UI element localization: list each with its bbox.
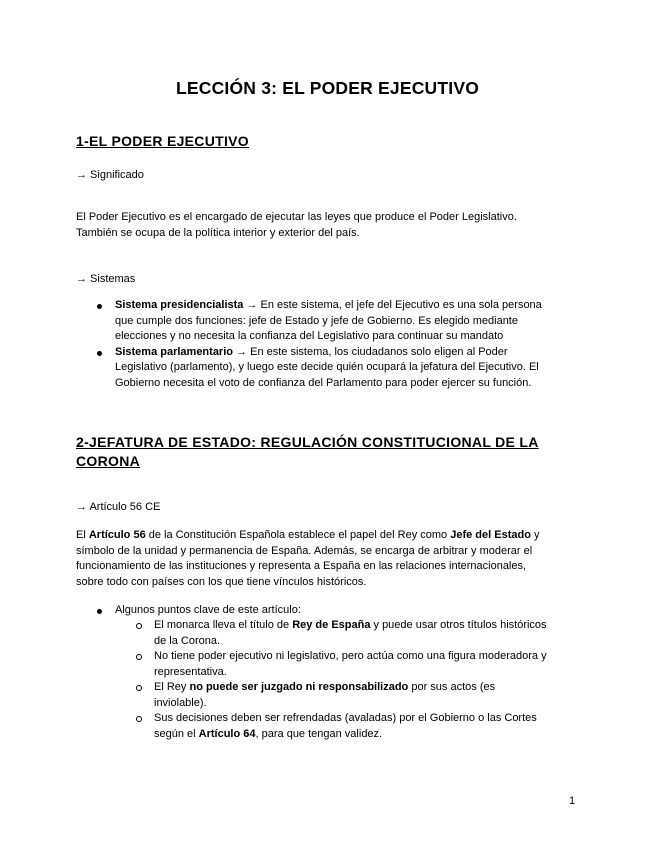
circle-bullet-icon — [136, 716, 142, 722]
list-item — [115, 298, 585, 345]
text-bold: Rey de España — [292, 619, 371, 631]
section-2-heading-line-1: 2-JEFATURA DE ESTADO: REGULACIÓN CONSTITUCIONAL DE LA — [76, 434, 539, 450]
text: representativa. — [154, 665, 227, 678]
section-1-heading: 1-EL PODER EJECUTIVO — [76, 133, 250, 149]
list-item — [115, 603, 595, 619]
page-number: 1 — [569, 795, 576, 807]
text: y — [530, 529, 540, 541]
sistemas-label: → Sistemas — [76, 273, 136, 285]
text-bold: no puede ser juzgado ni responsabilizado — [189, 681, 409, 693]
circle-bullet-icon — [136, 685, 142, 691]
list-text: Gobierno necesita el voto de confianza del Parlamento para poder ejercer su función. — [115, 376, 532, 389]
text: y puede usar otros títulos históricos — [370, 619, 547, 631]
list-item — [154, 649, 584, 680]
term: Sistema parlamentario — [115, 345, 233, 358]
significado-paragraph — [76, 210, 596, 241]
list-item — [154, 680, 584, 711]
articulo-paragraph — [76, 528, 606, 590]
bullet-icon — [97, 304, 102, 309]
articulo-label: → Artículo 56 CE — [76, 501, 161, 513]
text: Sus decisiones deben ser refrendadas (avaladas) por el Gobierno o las Cortes — [154, 712, 537, 724]
page-title: LECCIÓN 3: EL PODER EJECUTIVO — [175, 78, 480, 98]
list-text: elecciones y no necesita la confianza del Legislativo para continuar su mandato — [115, 330, 504, 342]
text-bold: Artículo 56 — [88, 529, 146, 541]
circle-bullet-icon — [136, 623, 142, 629]
text: de la Constitución Española establece el papel del Rey como — [145, 529, 451, 541]
text: El Rey — [154, 681, 190, 693]
list-item — [154, 618, 584, 649]
text: inviolable). — [154, 696, 207, 709]
bullet-icon — [97, 351, 102, 356]
sistemas-list — [115, 298, 585, 391]
text: sobre todo con países con los que tiene vínculos históricos. — [76, 575, 367, 588]
bullet-icon — [97, 609, 102, 614]
text-bold: Artículo 64 — [198, 727, 256, 740]
list-text: Algunos puntos clave de este artículo: — [115, 604, 301, 616]
term: Sistema presidencialista — [115, 299, 244, 311]
text-bold: Jefe del Estado — [450, 529, 531, 541]
significado-line-1: El Poder Ejecutivo es el encargado de ejecutar las leyes que produce el Poder Legislativo. — [76, 211, 517, 223]
text: , para que tengan validez. — [255, 727, 383, 740]
list-item — [115, 345, 585, 392]
text: El monarca lleva el título de — [154, 619, 293, 631]
section-2-heading — [76, 433, 539, 471]
section-2-heading-line-2: CORONA — [76, 453, 141, 469]
text: símbolo de la unidad y permanencia de España. Además, se encarga de arbitrar y moderar el — [76, 544, 533, 557]
puntos-sublist — [154, 618, 584, 742]
text: según el — [154, 727, 199, 740]
circle-bullet-icon — [136, 654, 142, 660]
text: funcionamiento de las instituciones y representa a España en las relaciones internacionales, — [76, 560, 527, 572]
list-text: Legislativo (parlamento), y luego este decide quién ocupará la jefatura del Ejecutivo. El — [115, 361, 539, 373]
significado-line-2: También se ocupa de la política interior y exterior del país. — [76, 226, 360, 239]
list-text: → En este sistema, el jefe del Ejecutivo es una sola persona — [243, 299, 542, 311]
significado-label: → Significado — [76, 169, 144, 181]
puntos-list — [115, 603, 595, 619]
text: No tiene poder ejecutivo ni legislativo, pero actúa como una figura moderadora y — [154, 650, 547, 662]
list-text: que cumple dos funciones: jefe de Estado y jefe de Gobierno. Es elegido mediante — [115, 314, 518, 327]
list-text: → En este sistema, los ciudadanos solo eligen al Poder — [233, 345, 508, 358]
text: El — [76, 529, 89, 541]
list-item — [154, 711, 584, 742]
text: de la Corona. — [154, 634, 221, 647]
text: por sus actos (es — [408, 681, 496, 693]
